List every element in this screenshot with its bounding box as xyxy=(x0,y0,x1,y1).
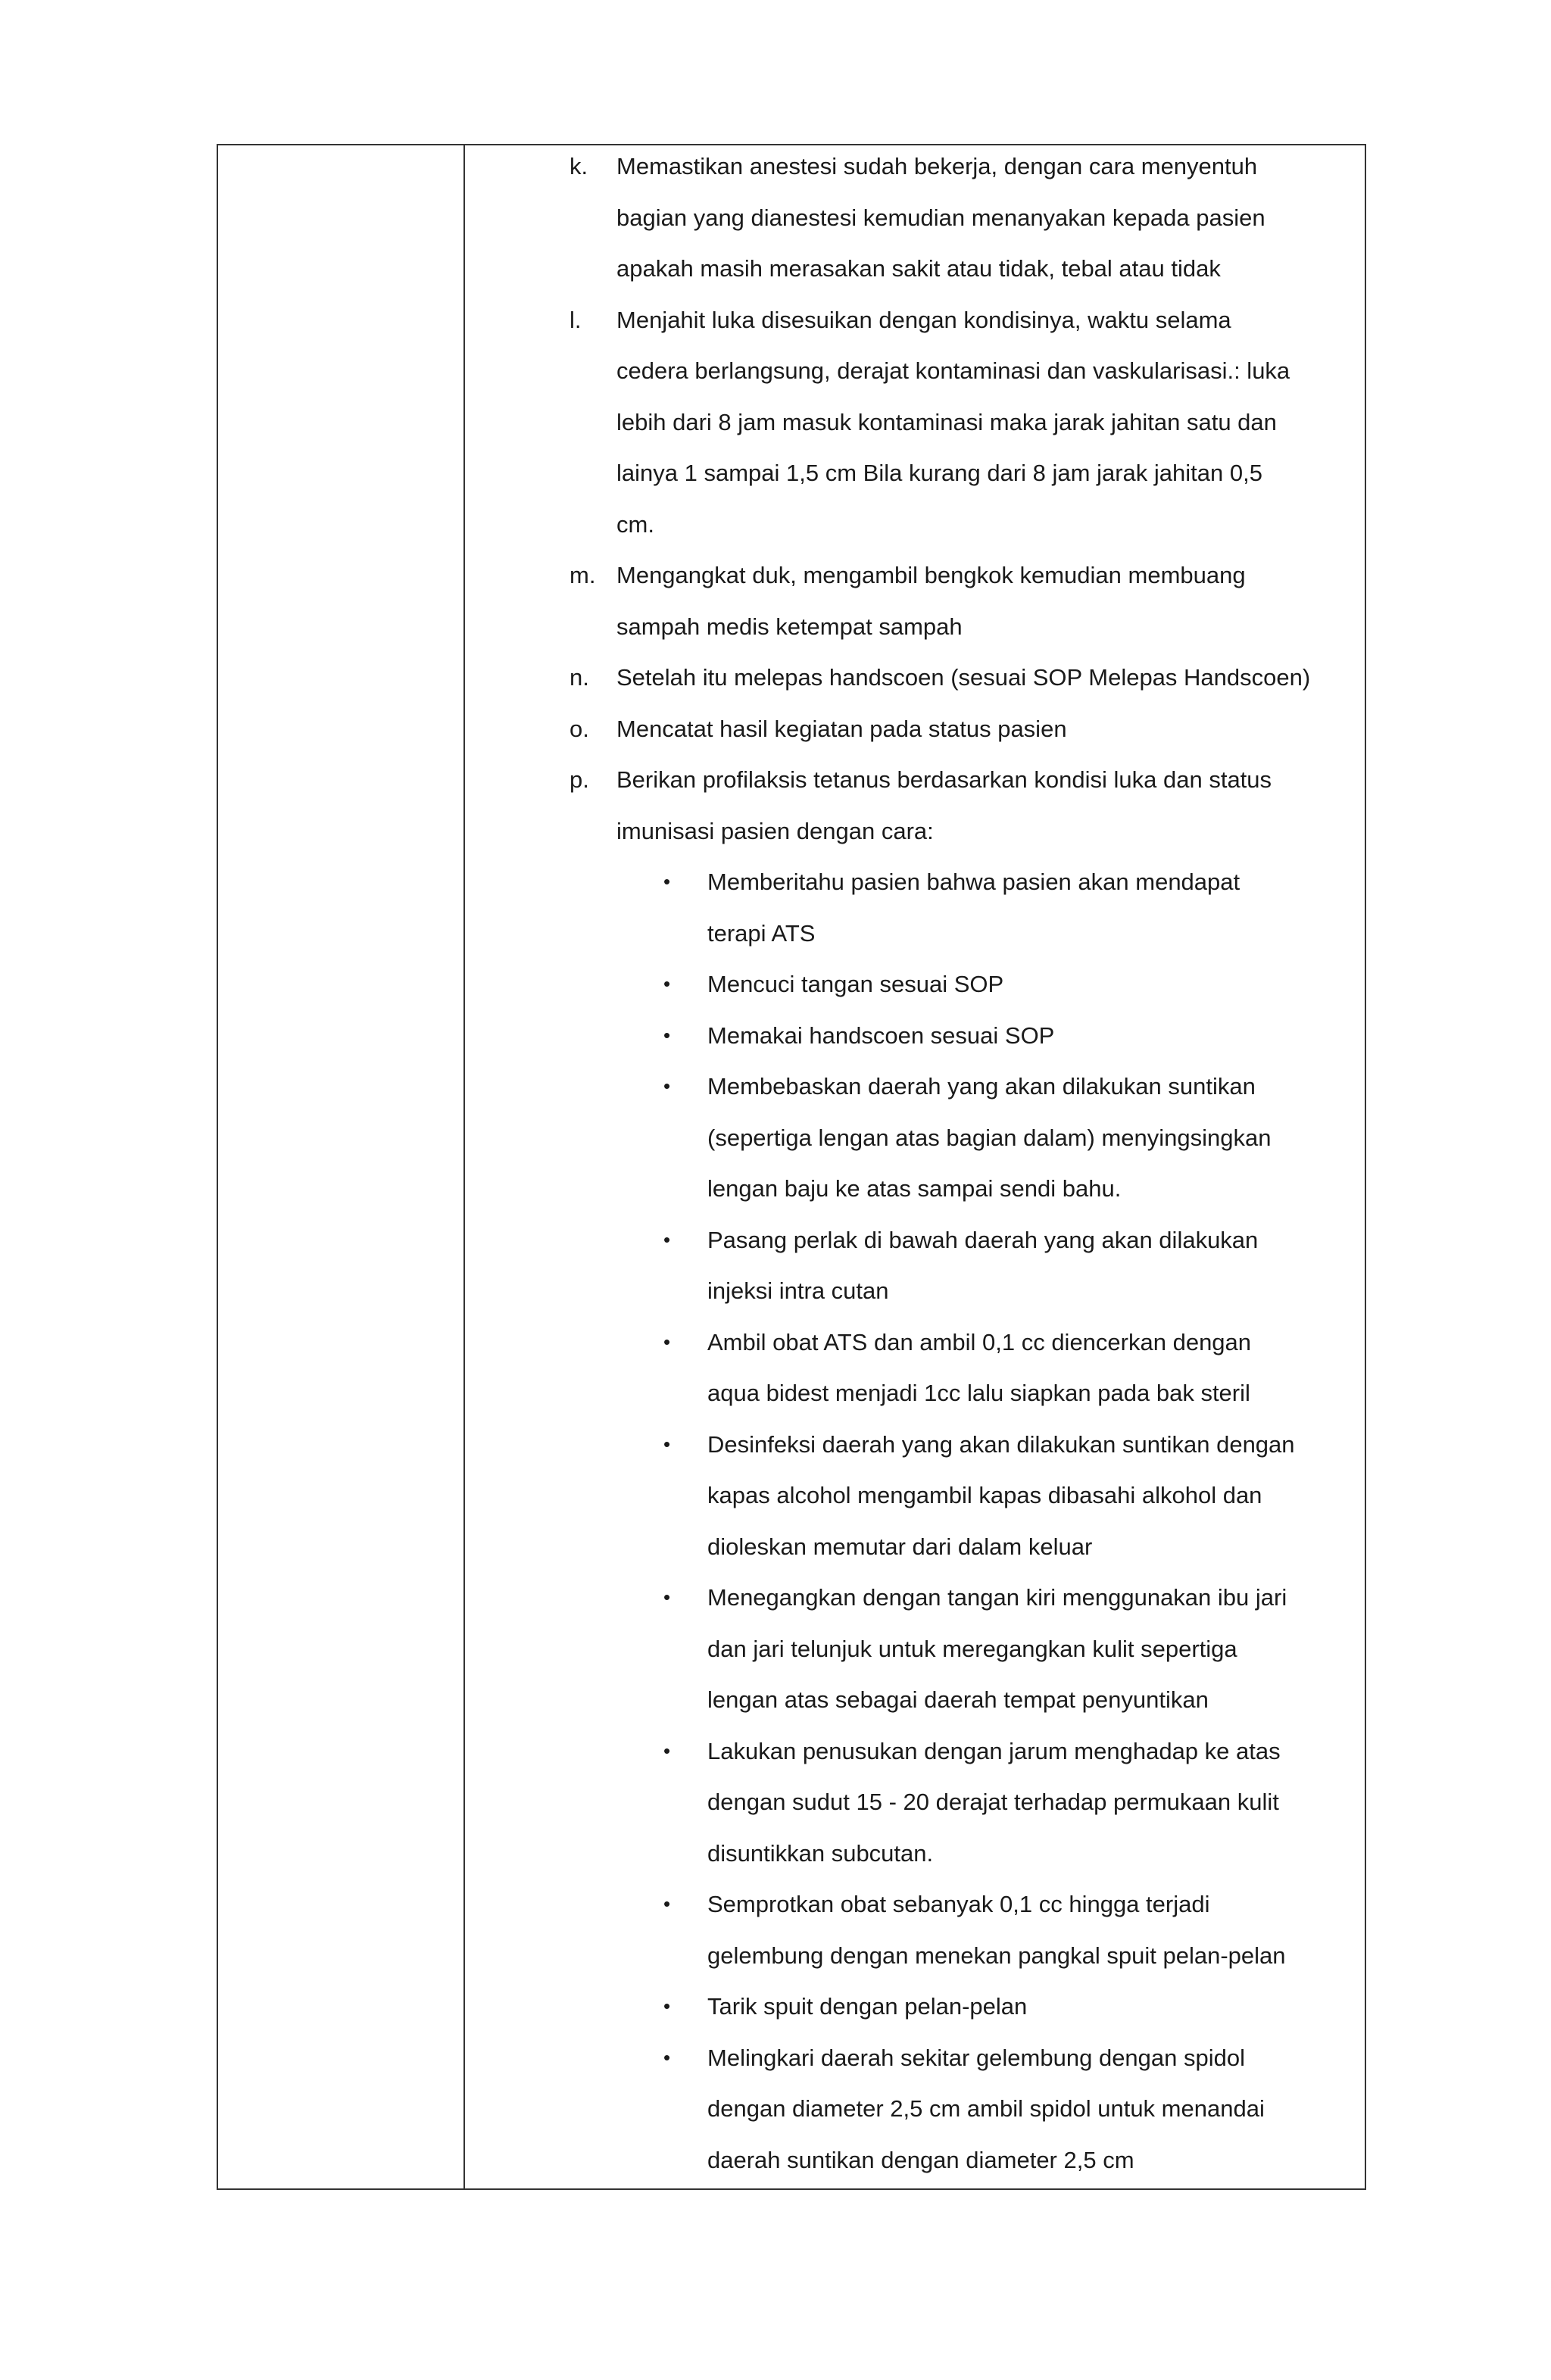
list-item-text-line: Mencatat hasil kegiatan pada status pasien xyxy=(616,715,1067,742)
list-item-text-line: cedera berlangsung, derajat kontaminasi dan vaskularisasi.: luka xyxy=(616,357,1290,384)
bullet-icon: • xyxy=(663,972,671,995)
bullet-item-text-line: aqua bidest menjadi 1cc lalu siapkan pada bak steril xyxy=(707,1380,1250,1406)
bullet-icon: • xyxy=(663,870,671,893)
bullet-icon: • xyxy=(663,1739,671,1762)
bullet-icon: • xyxy=(663,1432,671,1455)
bullet-icon: • xyxy=(663,1330,671,1353)
list-item xyxy=(465,754,1365,856)
list-item-text-line: cm. xyxy=(616,510,654,538)
bullet-item-text-line: dan jari telunjuk untuk meregangkan kulit sepertiga xyxy=(707,1635,1237,1662)
bullet-item-text-line: dengan diameter 2,5 cm ambil spidol untuk menandai xyxy=(707,2095,1265,2122)
list-item xyxy=(465,550,1365,652)
list-item-text-line: Berikan profilaksis tetanus berdasarkan kondisi luka dan status xyxy=(616,766,1272,793)
list-item-marker: k. xyxy=(570,153,588,179)
bullet-item-text-line: Semprotkan obat sebanyak 0,1 cc hingga terjadi xyxy=(707,1891,1210,1917)
bullet-item-text-line: Ambil obat ATS dan ambil 0,1 cc diencerkan dengan xyxy=(707,1328,1252,1355)
list-item-text-line: imunisasi pasien dengan cara: xyxy=(616,817,934,844)
list-item-marker: o. xyxy=(570,715,589,742)
bullet-icon: • xyxy=(663,1586,671,1608)
table-right-column xyxy=(465,145,1365,2188)
list-item-text-line: sampah medis ketempat sampah xyxy=(616,613,963,640)
list-item-text-line: bagian yang dianestesi kemudian menanyakan kepada pasien xyxy=(616,204,1265,231)
bullet-item-text-line: gelembung dengan menekan pangkal spuit pelan-pelan xyxy=(707,1942,1286,1969)
bullet-item-text-line: Desinfeksi daerah yang akan dilakukan suntikan dengan xyxy=(707,1430,1295,1458)
bullet-item-text-line: Lakukan penusukan dengan jarum menghadap ke atas xyxy=(707,1737,1281,1764)
bullet-item xyxy=(465,959,1365,1010)
bullet-item-text-line: Memakai handscoen sesuai SOP xyxy=(707,1022,1055,1049)
list-item-marker: m. xyxy=(570,562,596,588)
bullet-item-text-line: dioleskan memutar dari dalam keluar xyxy=(707,1533,1093,1560)
bullet-item xyxy=(465,1726,1365,1879)
bullet-icon: • xyxy=(663,2045,671,2069)
bullet-item-text-line: injeksi intra cutan xyxy=(707,1277,889,1304)
bullet-item-text-line: (sepertiga lengan atas bagian dalam) menyingsingkan xyxy=(707,1124,1272,1151)
list-item-text-line: Mengangkat duk, mengambil bengkok kemudian membuang xyxy=(616,562,1246,588)
bullet-item xyxy=(465,1317,1365,1419)
table-left-column xyxy=(218,145,465,2188)
bullet-icon: • xyxy=(663,1995,671,2017)
bullet-item xyxy=(465,1572,1365,1726)
list-item-text-line: Memastikan anestesi sudah bekerja, dengan cara menyentuh xyxy=(616,153,1258,179)
bullet-item xyxy=(465,1419,1365,1573)
bullet-item-text-line: Memberitahu pasien bahwa pasien akan mendapat xyxy=(707,869,1240,895)
bullet-icon: • xyxy=(663,1075,671,1097)
bullet-item xyxy=(465,1061,1365,1215)
bullet-item-text-line: Melingkari daerah sekitar gelembung dengan spidol xyxy=(707,2044,1246,2071)
bullet-item-text-line: Mencuci tangan sesuai SOP xyxy=(707,971,1004,997)
bullet-item-text-line: Pasang perlak di bawah daerah yang akan dilakukan xyxy=(707,1226,1259,1253)
bullet-item-text-line: lengan baju ke atas sampai sendi bahu. xyxy=(707,1175,1122,1202)
bullet-item xyxy=(465,1215,1365,1317)
list-item xyxy=(465,652,1365,703)
bullet-item xyxy=(465,1010,1365,1062)
bullet-icon: • xyxy=(663,1023,671,1047)
bullet-icon: • xyxy=(663,1227,671,1251)
list-item xyxy=(465,703,1365,755)
bullet-item-text-line: Tarik spuit dengan pelan-pelan xyxy=(707,1993,1028,2020)
bullet-item xyxy=(465,856,1365,959)
bullet-item-text-line: Membebaskan daerah yang akan dilakukan suntikan xyxy=(707,1073,1256,1100)
bullet-item xyxy=(465,2032,1365,2186)
bullet-item xyxy=(465,1879,1365,1981)
list-item-text-line: Menjahit luka disesuikan dengan kondisinya, waktu selama xyxy=(616,306,1231,333)
list-item-marker: l. xyxy=(570,306,582,333)
list-item xyxy=(465,295,1365,551)
list-item-text-line: apakah masih merasakan sakit atau tidak, tebal atau tidak xyxy=(616,255,1221,282)
bullet-item-text-line: Menegangkan dengan tangan kiri menggunakan ibu jari xyxy=(707,1584,1287,1611)
bullet-item-text-line: kapas alcohol mengambil kapas dibasahi alkohol dan xyxy=(707,1482,1262,1508)
list-item-text-line: lebih dari 8 jam masuk kontaminasi maka jarak jahitan satu dan xyxy=(616,408,1277,435)
procedure-steps xyxy=(465,141,1365,2185)
bullet-icon: • xyxy=(663,1892,671,1915)
list-item-text-line: Setelah itu melepas handscoen (sesuai SOP Melepas Handscoen) xyxy=(616,664,1311,691)
bullet-item xyxy=(465,1981,1365,2032)
list-item-text-line: lainya 1 sampai 1,5 cm Bila kurang dari 8 jam jarak jahitan 0,5 xyxy=(616,460,1262,486)
bullet-item-text-line: disuntikkan subcutan. xyxy=(707,1839,934,1867)
procedure-table xyxy=(217,144,1366,2190)
bullet-item-text-line: dengan sudut 15 - 20 derajat terhadap permukaan kulit xyxy=(707,1789,1279,1815)
list-item-marker: n. xyxy=(570,664,589,691)
list-item-marker: p. xyxy=(570,766,589,793)
bullet-item-text-line: terapi ATS xyxy=(707,919,816,947)
bullet-item-text-line: daerah suntikan dengan diameter 2,5 cm xyxy=(707,2146,1134,2173)
bullet-item-text-line: lengan atas sebagai daerah tempat penyuntikan xyxy=(707,1686,1209,1713)
list-item xyxy=(465,141,1365,295)
